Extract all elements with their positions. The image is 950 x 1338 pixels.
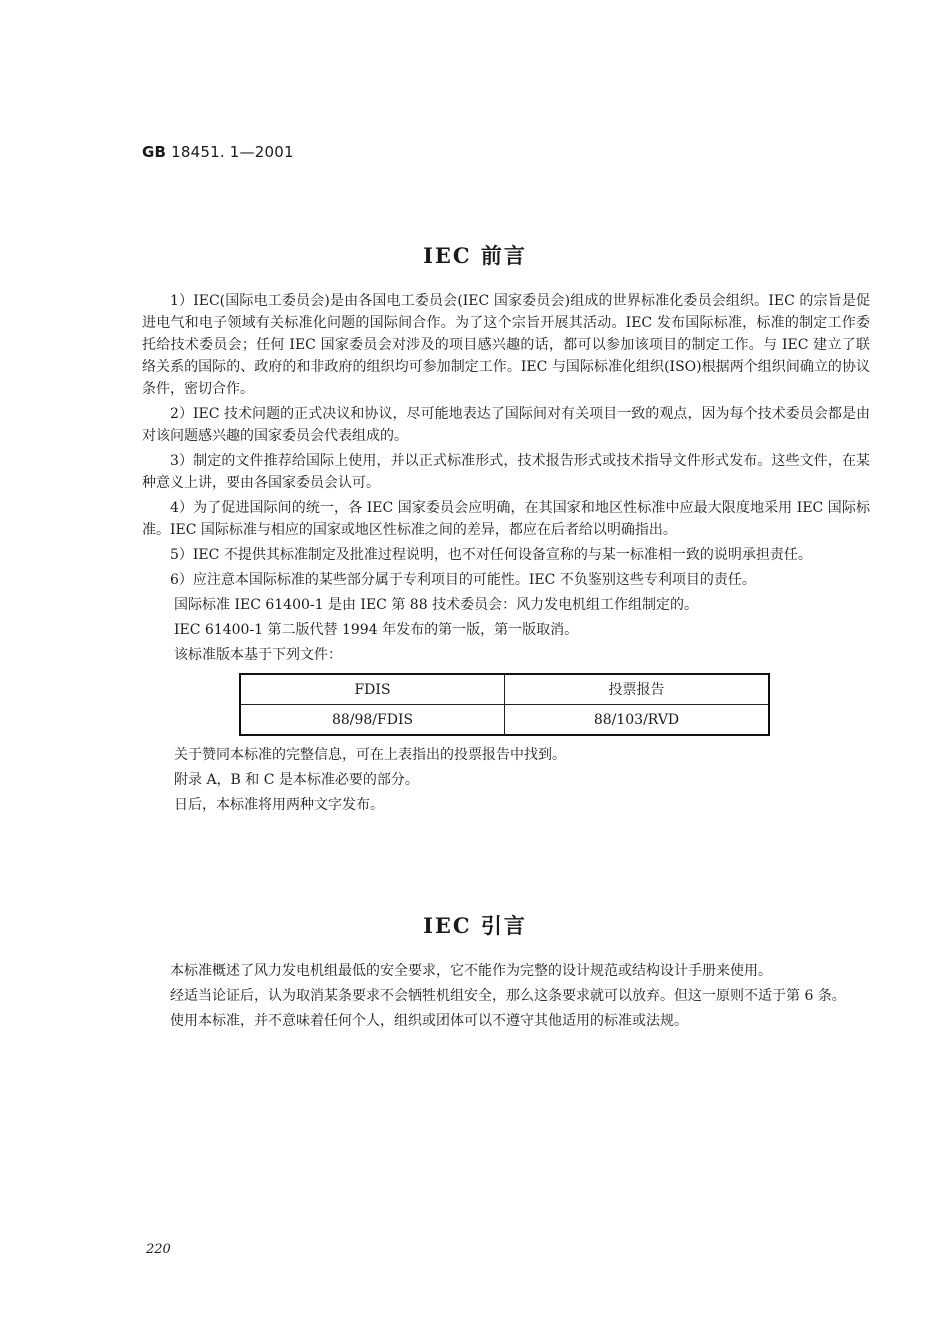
standard-code-prefix: GB	[142, 143, 167, 161]
standard-code	[142, 143, 294, 161]
foreword-body	[142, 290, 870, 819]
introduction-title: IEC 引言	[423, 913, 527, 938]
standard-code-number: 18451. 1—2001	[171, 143, 294, 161]
foreword-paragraph: 3）制定的文件推荐给国际上使用，并以正式标准形式，技术报告形式或技术指导文件形式发布。这些文件，在某种意义上讲，要由各国家委员会认可。	[142, 453, 870, 491]
foreword-paragraph: 4）为了促进国际间的统一，各 IEC 国家委员会应明确，在其国家和地区性标准中应最大限度地采用 IEC 国际标准。IEC 国际标准与相应的国家或地区性标准之间的差异，都应在后者给以明确指出。	[142, 500, 870, 538]
table-cell: 88/103/RVD	[505, 705, 770, 736]
introduction-paragraph: 使用本标准，并不意味着任何个人，组织或团体可以不遵守其他适用的标准或法规。	[170, 1013, 688, 1029]
foreword-title: IEC 前言	[423, 243, 527, 268]
table-row	[240, 705, 769, 736]
introduction-body	[142, 960, 870, 1035]
foreword-line: IEC 61400-1 第二版代替 1994 年发布的第一版，第一版取消。	[174, 622, 579, 638]
foreword-line: 关于赞同本标准的完整信息，可在上表指出的投票报告中找到。	[174, 747, 566, 763]
foreword-line: 国际标准 IEC 61400-1 是由 IEC 第 88 技术委员会：风力发电机组工作组制定的。	[174, 597, 699, 613]
table-cell: 88/98/FDIS	[240, 705, 505, 736]
introduction-paragraph: 本标准概述了风力发电机组最低的安全要求，它不能作为完整的设计规范或结构设计手册来使用。	[170, 963, 772, 979]
foreword-line: 该标准版本基于下列文件：	[174, 647, 342, 663]
table-header-row	[240, 674, 769, 705]
table-header-cell: 投票报告	[505, 674, 770, 705]
foreword-paragraph: 2）IEC 技术问题的正式决议和协议，尽可能地表达了国际间对有关项目一致的观点，因为每个技术委员会都是由对该问题感兴趣的国家委员会代表组成的。	[142, 406, 870, 444]
voting-documents-table	[239, 673, 770, 736]
introduction-paragraph: 经适当论证后，认为取消某条要求不会牺牲机组安全，那么这条要求就可以放弃。但这一原则不适于第 6 条。	[170, 988, 846, 1004]
page-number: 220	[146, 1242, 171, 1257]
foreword-paragraph: 6）应注意本国际标准的某些部分属于专利项目的可能性。IEC 不负鉴别这些专利项目的责任。	[170, 572, 756, 588]
foreword-paragraph: 1）IEC(国际电工委员会)是由各国电工委员会(IEC 国家委员会)组成的世界标准化委员会组织。IEC 的宗旨是促进电气和电子领域有关标准化问题的国际间合作。为了这个宗旨开展其活动。IEC 发布国际标准，标准的制定工作委托给技术委员会；任何 IEC 国家委员会对涉及的项目感兴趣的话，都可以参加该项目的制定工作。与 IEC 建立了联络关系的国际的、政府的和非政府的组织均可参加制定工作。IEC 与国际标准化组织(ISO)根据两个组织间确立的协议条件，密切合作。	[142, 293, 870, 397]
table-header-cell: FDIS	[240, 674, 505, 705]
foreword-line: 日后，本标准将用两种文字发布。	[174, 797, 384, 813]
foreword-line: 附录 A，B 和 C 是本标准必要的部分。	[174, 772, 419, 788]
foreword-paragraph: 5）IEC 不提供其标准制定及批准过程说明，也不对任何设备宣称的与某一标准相一致的说明承担责任。	[170, 547, 812, 563]
